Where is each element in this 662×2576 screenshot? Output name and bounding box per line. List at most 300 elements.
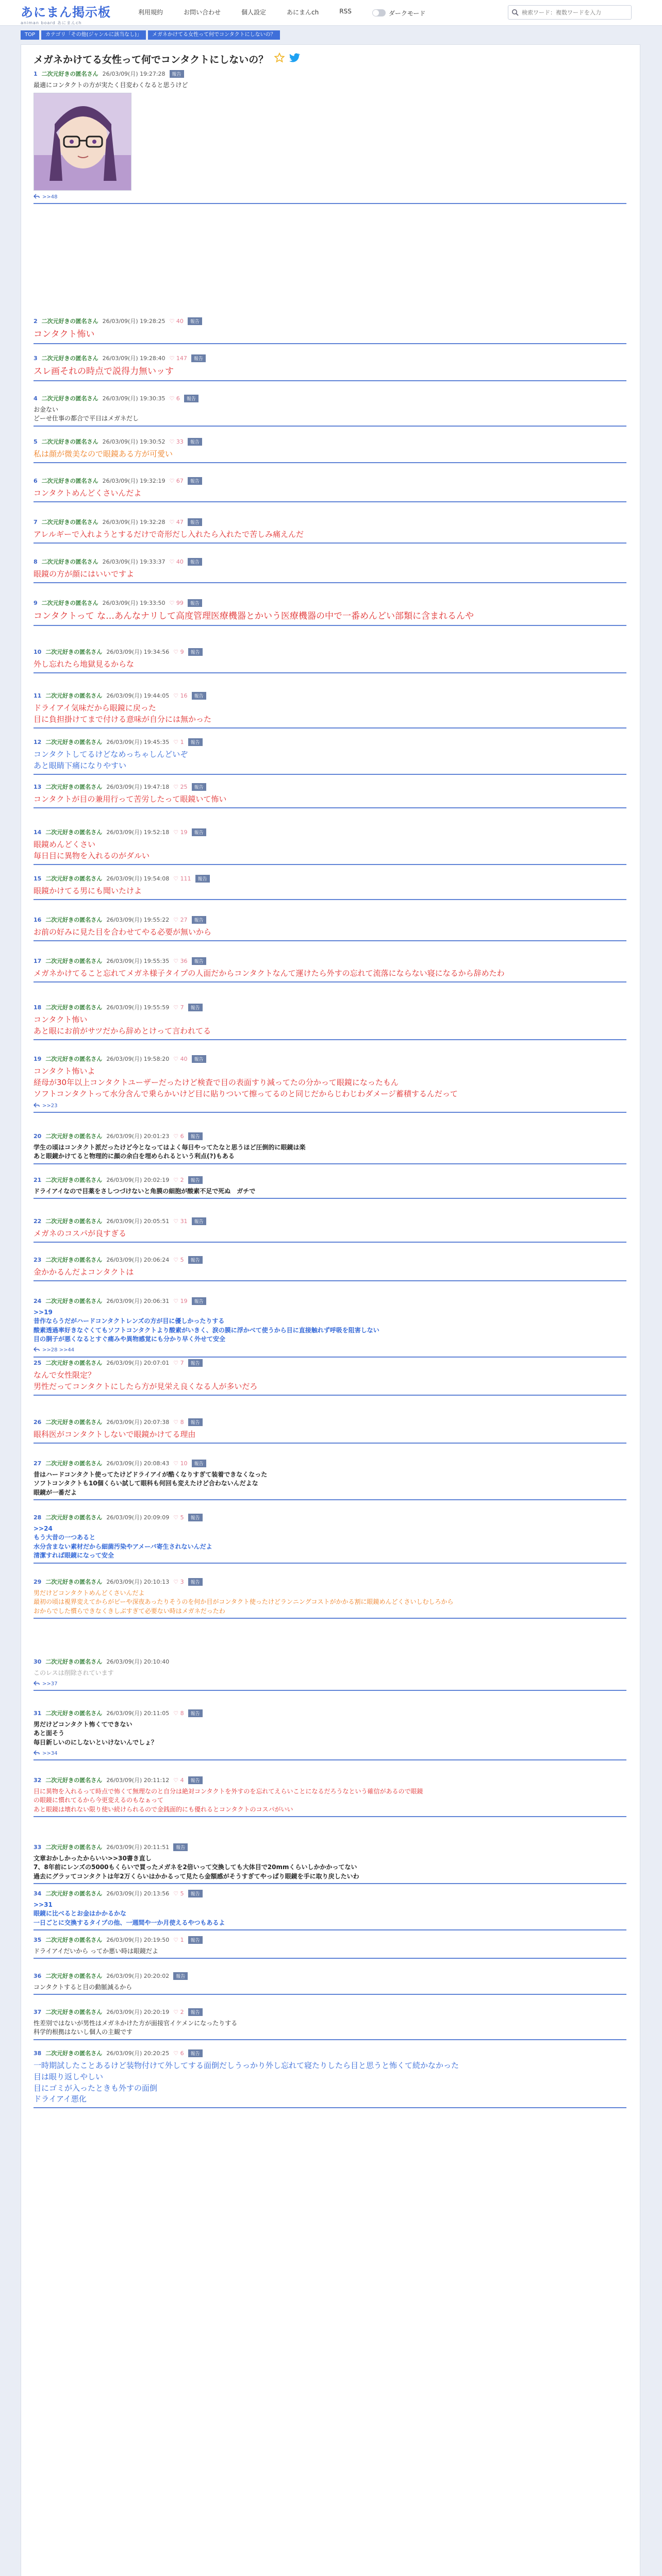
post-body — [34, 927, 626, 938]
post-header — [34, 557, 626, 566]
post-number[interactable]: 12 — [34, 738, 42, 745]
like-button[interactable] — [173, 875, 191, 882]
post-image[interactable] — [34, 93, 131, 191]
twitter-icon[interactable] — [289, 53, 300, 65]
post-line: 学生の頃はコンタクト派だったけど今となってはよく毎日やってたなと思うほど圧倒的に眼鏡は楽 — [34, 1144, 306, 1151]
post-number[interactable]: 21 — [34, 1176, 42, 1183]
post-7 — [34, 518, 626, 540]
like-count: 19 — [180, 1297, 188, 1304]
post-line: 眼鏡が一番だよ — [34, 1488, 77, 1496]
report-button[interactable]: 報告 — [192, 916, 206, 924]
post-date: 26/03/09(月) 19:30:35 — [102, 395, 166, 402]
like-count: 9 — [180, 648, 184, 655]
report-button[interactable]: 報告 — [188, 1890, 203, 1897]
star-icon[interactable] — [274, 53, 285, 65]
like-button[interactable] — [173, 917, 187, 923]
like-count: 8 — [180, 1418, 184, 1426]
post-separator — [34, 203, 626, 204]
like-button[interactable] — [170, 318, 184, 325]
post-line: 男だけどコンタクトめんどくさいんだよ — [34, 1589, 145, 1597]
post-body — [34, 488, 626, 499]
post-number[interactable]: 28 — [34, 1514, 42, 1521]
post-18 — [34, 1003, 626, 1037]
report-button[interactable]: 報告 — [192, 1217, 206, 1225]
post-header — [34, 916, 626, 924]
like-button[interactable] — [173, 958, 187, 964]
post-9 — [34, 599, 626, 623]
post-20 — [34, 1132, 626, 1161]
heart-icon: ♡ — [169, 477, 176, 484]
post-line: アレルギーで入れようとするだけで奇形だし入れたら入れたで苦しみ痛えんだ — [34, 530, 304, 539]
reply-link-text[interactable]: >>34 — [42, 1750, 58, 1756]
post-separator — [34, 501, 626, 502]
post-body — [34, 1589, 626, 1616]
like-button[interactable] — [173, 692, 187, 699]
post-number[interactable]: 18 — [34, 1004, 42, 1011]
post-date: 26/03/09(月) 20:19:50 — [106, 1937, 170, 1943]
like-button[interactable] — [173, 1460, 187, 1467]
post-number[interactable]: 35 — [34, 1936, 42, 1943]
like-count: 3 — [180, 1578, 184, 1585]
like-button[interactable] — [170, 600, 184, 606]
post-line: あと眼鏡かけてると物理的に顔の余白を埋められるという利点(?)もある — [34, 1153, 235, 1160]
like-button[interactable] — [170, 478, 184, 484]
post-10 — [34, 648, 626, 670]
report-button[interactable]: 報告 — [195, 875, 210, 883]
post-header — [34, 2049, 626, 2057]
like-button[interactable] — [170, 355, 187, 362]
post-number[interactable]: 31 — [34, 1709, 42, 1717]
like-button[interactable] — [173, 2009, 184, 2015]
report-button[interactable]: 報告 — [188, 1256, 203, 1264]
post-header — [34, 437, 626, 446]
like-button[interactable] — [173, 1004, 184, 1011]
post-number[interactable]: 23 — [34, 1256, 42, 1263]
post-separator — [34, 1994, 626, 1995]
heart-icon: ♡ — [173, 1460, 180, 1467]
post-header — [34, 1176, 626, 1184]
post-header — [34, 874, 626, 883]
post-separator — [34, 672, 626, 673]
like-count: 99 — [176, 599, 184, 606]
post-line: 眼鏡めんどくさい — [34, 840, 96, 849]
post-date: 26/03/09(月) 20:20:02 — [106, 1973, 170, 1979]
heart-icon: ♡ — [173, 1132, 180, 1140]
report-button[interactable]: 報告 — [188, 648, 203, 656]
post-date: 26/03/09(月) 20:01:23 — [106, 1133, 170, 1140]
post-number[interactable]: 37 — [34, 2008, 42, 2015]
report-button[interactable]: 報告 — [188, 317, 202, 325]
post-line: 目の胴子が悪くなるとすぐ痛みや異物感覚にも分かり早く外せて安全 — [34, 1335, 226, 1343]
post-body — [34, 886, 626, 897]
like-count: 27 — [180, 916, 188, 923]
post-number[interactable]: 20 — [34, 1132, 42, 1140]
like-button[interactable] — [173, 1298, 187, 1304]
like-button[interactable] — [173, 1218, 187, 1225]
post-line: 眼鏡の方が顔にはいいですよ — [34, 569, 135, 579]
like-count: 8 — [180, 1709, 184, 1717]
like-button[interactable] — [173, 2050, 184, 2057]
like-button[interactable] — [173, 1056, 187, 1062]
like-button[interactable] — [173, 1710, 184, 1717]
heart-icon: ♡ — [173, 1514, 180, 1521]
post-number[interactable]: 14 — [34, 828, 42, 836]
post-line: あと眼鏡は壊れない限り使い続けられるので金銭面的にも優れるとコンタクトのコスパがいい — [34, 1805, 293, 1813]
poster-name: 二次元好きの匿名さん — [41, 519, 98, 526]
post-number[interactable]: 2 — [34, 317, 38, 325]
reply-links[interactable] — [34, 1749, 626, 1757]
reply-links[interactable] — [34, 1101, 626, 1110]
post-header — [34, 1889, 626, 1897]
post-separator — [34, 1690, 626, 1691]
dark-mode-toggle[interactable] — [372, 8, 426, 18]
post-separator — [34, 1198, 626, 1199]
post-number[interactable]: 30 — [34, 1658, 42, 1665]
post-line: 最適にコンタクトの方が実たく目変わくなると思うけど — [34, 81, 188, 89]
post-header — [34, 1657, 626, 1666]
post-header — [34, 957, 626, 965]
like-count: 67 — [176, 477, 184, 484]
site-header — [0, 0, 662, 26]
post-line[interactable]: >>19 — [34, 1309, 53, 1316]
post-line: なんで女性限定？ — [34, 1370, 96, 1380]
reply-link-text[interactable]: >>48 — [42, 194, 58, 200]
reply-link-text[interactable]: >>37 — [42, 1681, 58, 1687]
post-number[interactable]: 13 — [34, 783, 42, 790]
post-line: 一時期試したことあるけど装物付けて外してする面倒だしうっかり外し忘れて寝たりしたら目と思うと怖くて続かなかった — [34, 2061, 459, 2070]
post-body — [34, 365, 626, 378]
poster-name: 二次元好きの匿名さん — [45, 1579, 103, 1585]
post-number[interactable]: 19 — [34, 1055, 42, 1062]
reply-link-text[interactable]: >>23 — [42, 1103, 58, 1109]
post-separator — [34, 1618, 626, 1619]
like-button[interactable] — [173, 1777, 184, 1784]
post-number[interactable]: 5 — [34, 438, 38, 445]
post-number[interactable]: 10 — [34, 648, 42, 655]
poster-name: 二次元好きの匿名さん — [45, 829, 103, 836]
post-date: 26/03/09(月) 19:55:22 — [106, 917, 170, 923]
poster-name: 二次元好きの匿名さん — [45, 1460, 103, 1467]
post-body — [34, 839, 626, 862]
like-button[interactable] — [173, 1360, 184, 1366]
post-date: 26/03/09(月) 20:10:40 — [106, 1658, 170, 1665]
post-line: あと面そう — [34, 1730, 65, 1737]
report-button[interactable]: 報告 — [188, 1776, 203, 1784]
post-header — [34, 1132, 626, 1140]
reply-links[interactable] — [34, 1680, 626, 1688]
post-date: 26/03/09(月) 20:20:25 — [106, 2050, 170, 2057]
report-button[interactable]: 報告 — [188, 518, 202, 526]
like-count: 7 — [180, 1359, 184, 1366]
post-line: 酸素透過率好きなぐくてもソフトコンタクトより酸素がいきく、涙の膜に浮かべて使うから目に直接触れず呼吸を阻害しない — [34, 1326, 379, 1334]
post-number[interactable]: 22 — [34, 1217, 42, 1225]
heart-icon: ♡ — [169, 354, 176, 362]
like-button[interactable] — [170, 438, 184, 445]
nav-animanch[interactable]: あにまんch — [287, 9, 319, 16]
post-line: 目にゴミが入ったときも外すの面倒 — [34, 2083, 158, 2093]
report-button[interactable]: 報告 — [170, 70, 184, 78]
post-line: 目に異物を入れるって時点で怖くて無理なのと自分は絶対コンタクトを外すのを忘れてえらいことになるだろうなという確信があるので眼鏡 — [34, 1788, 423, 1795]
post-number[interactable]: 25 — [34, 1359, 42, 1366]
post-number[interactable]: 1 — [34, 70, 38, 77]
poster-name: 二次元好きの匿名さん — [45, 1777, 103, 1784]
post-number[interactable]: 7 — [34, 518, 38, 526]
search-input[interactable] — [522, 9, 625, 16]
post-30 — [34, 1657, 626, 1688]
post-line: 外し忘れたら地獄見るからな — [34, 659, 135, 669]
post-line: ソフトコンタクトも10個くらい試して眼科も何回も変えたけど合わないんだよな — [34, 1480, 258, 1487]
post-header — [34, 354, 626, 362]
post-line: 目は眼り返しやしい — [34, 2072, 104, 2081]
post-line: 男だけどコンタクト怖くてできない — [34, 1721, 133, 1728]
report-button[interactable]: 報告 — [188, 738, 203, 746]
post-date: 26/03/09(月) 19:32:28 — [102, 519, 166, 526]
like-count: 111 — [180, 875, 191, 882]
like-button[interactable] — [173, 1937, 184, 1943]
report-button[interactable]: 報告 — [173, 1843, 188, 1851]
post-number[interactable]: 11 — [34, 692, 42, 699]
post-separator — [34, 543, 626, 544]
post-date: 26/03/09(月) 20:07:38 — [106, 1419, 170, 1426]
reply-link-text[interactable]: >>28 >>44 — [42, 1347, 75, 1353]
post-header — [34, 1003, 626, 1011]
like-button[interactable] — [173, 1514, 184, 1521]
post-date: 26/03/09(月) 20:10:13 — [106, 1579, 170, 1585]
breadcrumb-category[interactable]: カテゴリ「その他(ジャンルに該当なし)」 — [41, 30, 146, 40]
post-4 — [34, 394, 626, 423]
report-button[interactable]: 報告 — [192, 692, 206, 700]
post-number[interactable]: 27 — [34, 1460, 42, 1467]
post-line: 昔作ならうだがハードコンタクトレンズの方が目に優しかったりする — [34, 1317, 225, 1325]
dark-mode-label: ダークモード — [388, 9, 426, 17]
like-button[interactable] — [170, 558, 184, 565]
post-number[interactable]: 38 — [34, 2049, 42, 2057]
post-number[interactable]: 24 — [34, 1297, 42, 1304]
like-button[interactable] — [173, 1177, 184, 1183]
breadcrumb-thread[interactable]: メガネかけてる女性って何でコンタクトにしないの？ — [148, 30, 280, 40]
post-body — [34, 610, 626, 623]
poster-name: 二次元好きの匿名さん — [41, 318, 98, 325]
like-button[interactable] — [173, 1257, 184, 1263]
report-button[interactable]: 報告 — [192, 1297, 206, 1305]
like-button[interactable] — [173, 1579, 184, 1585]
post-date: 26/03/09(月) 19:58:20 — [106, 1056, 170, 1062]
report-button[interactable]: 報告 — [192, 1460, 206, 1467]
like-count: 40 — [176, 317, 184, 325]
poster-name: 二次元好きの匿名さん — [45, 692, 103, 699]
site-logo[interactable] — [21, 2, 111, 24]
post-number[interactable]: 36 — [34, 1972, 42, 1979]
like-button[interactable] — [173, 739, 184, 745]
post-34 — [34, 1889, 626, 1927]
post-date: 26/03/09(月) 20:05:51 — [106, 1218, 170, 1225]
post-13 — [34, 783, 626, 805]
post-body — [34, 1983, 626, 1992]
report-button[interactable]: 報告 — [192, 1055, 206, 1063]
like-button[interactable] — [170, 395, 180, 402]
toggle-switch[interactable] — [372, 9, 386, 16]
poster-name: 二次元好きの匿名さん — [41, 71, 98, 77]
post-header — [34, 738, 626, 746]
logo-title: あにまん掲示板 — [21, 5, 111, 20]
report-button[interactable]: 報告 — [191, 354, 206, 362]
post-1 — [34, 70, 626, 201]
post-body — [34, 1787, 626, 1814]
like-button[interactable] — [173, 829, 187, 836]
post-date: 26/03/09(月) 20:09:09 — [106, 1514, 170, 1521]
post-number[interactable]: 17 — [34, 957, 42, 964]
report-button[interactable]: 報告 — [188, 1418, 203, 1426]
post-separator — [34, 727, 626, 728]
post-body — [34, 1854, 626, 1881]
heart-icon: ♡ — [173, 828, 180, 836]
post-number[interactable]: 9 — [34, 599, 38, 606]
like-button[interactable] — [170, 519, 184, 526]
post-body — [34, 1066, 626, 1099]
report-button[interactable]: 報告 — [188, 1514, 203, 1521]
post-line: メガネのコスパが良すぎる — [34, 1229, 127, 1238]
reply-links[interactable] — [34, 193, 626, 201]
search-box — [508, 5, 632, 20]
post-date: 26/03/09(月) 19:27:28 — [102, 71, 166, 77]
like-button[interactable] — [173, 1419, 184, 1426]
post-date: 26/03/09(月) 19:47:18 — [106, 784, 170, 790]
post-date: 26/03/09(月) 20:08:43 — [106, 1460, 170, 1467]
like-count: 1 — [180, 1936, 184, 1943]
report-button[interactable]: 報告 — [192, 828, 206, 836]
like-count: 7 — [180, 1004, 184, 1011]
post-body — [34, 328, 626, 341]
post-date: 26/03/09(月) 20:11:51 — [106, 1844, 170, 1851]
post-number[interactable]: 33 — [34, 1843, 42, 1851]
post-separator — [34, 864, 626, 865]
heart-icon: ♡ — [173, 1359, 180, 1366]
report-button[interactable]: 報告 — [192, 783, 206, 791]
post-line: もう大昔の一つあると — [34, 1534, 96, 1541]
post-separator — [34, 343, 626, 344]
post-body — [34, 1429, 626, 1440]
like-button[interactable] — [173, 1133, 184, 1140]
like-button[interactable] — [173, 649, 184, 655]
report-button[interactable]: 報告 — [188, 1176, 203, 1184]
nav-settings[interactable]: 個人設定 — [241, 9, 267, 16]
post-header — [34, 783, 626, 791]
post-line: コンタクト怖い — [34, 1015, 88, 1024]
post-line[interactable]: >>31 — [34, 1901, 53, 1908]
post-11 — [34, 691, 626, 725]
reply-arrow-icon — [34, 194, 40, 200]
post-line: メガネかけてること忘れてメガネ様子タイプの人面だからコンタクトなんて運けたら外すの忘れて流落にならない寝になるから辞めたわ — [34, 969, 505, 978]
like-button[interactable] — [173, 784, 187, 790]
post-2 — [34, 317, 626, 341]
poster-name: 二次元好きの匿名さん — [45, 1844, 103, 1851]
report-button[interactable]: 報告 — [188, 2008, 203, 2016]
post-number[interactable]: 15 — [34, 875, 42, 882]
post-number[interactable]: 34 — [34, 1890, 42, 1897]
poster-name: 二次元好きの匿名さん — [45, 1710, 103, 1717]
poster-name: 二次元好きの匿名さん — [45, 1298, 103, 1304]
like-count: 16 — [180, 692, 188, 699]
post-line: コンタクトって な…あんなナリして高度管理医療機器とかいう医療機器の中で一番めんどい部類に含まれるんや — [34, 611, 474, 621]
report-button[interactable]: 報告 — [188, 438, 202, 446]
post-date: 26/03/09(月) 19:28:40 — [102, 355, 166, 362]
post-line: 過去にグラッてコンタクトは年2万くらいはかかるって見たら金額感がそうすぎてやっぱり眼鏡を手に取り戻したいわ — [34, 1872, 359, 1880]
heart-icon: ♡ — [169, 438, 176, 445]
poster-name: 二次元好きの匿名さん — [45, 739, 103, 745]
post-25 — [34, 1359, 626, 1393]
post-separator — [34, 1163, 626, 1164]
post-number[interactable]: 32 — [34, 1776, 42, 1784]
post-number[interactable]: 8 — [34, 558, 38, 565]
post-body — [34, 2019, 626, 2037]
post-date: 26/03/09(月) 19:54:08 — [106, 875, 170, 882]
post-header — [34, 477, 626, 485]
post-number[interactable]: 26 — [34, 1418, 42, 1426]
post-line: ドライアイ悪化 — [34, 2094, 87, 2104]
post-37 — [34, 2008, 626, 2037]
nav-rss[interactable]: RSS — [339, 8, 352, 15]
post-number[interactable]: 6 — [34, 477, 38, 484]
heart-icon: ♡ — [173, 1936, 180, 1943]
reply-links[interactable] — [34, 1346, 626, 1354]
report-button[interactable]: 報告 — [188, 1936, 203, 1944]
post-header — [34, 1418, 626, 1426]
report-button[interactable]: 報告 — [188, 599, 202, 607]
nav-terms[interactable]: 利用規約 — [138, 9, 163, 16]
post-separator — [34, 1563, 626, 1564]
report-button[interactable]: 報告 — [188, 1359, 203, 1367]
post-line[interactable]: >>24 — [34, 1525, 53, 1532]
post-date: 26/03/09(月) 20:06:31 — [106, 1298, 170, 1304]
post-header — [34, 317, 626, 325]
report-button[interactable]: 報告 — [173, 1972, 188, 1980]
post-separator — [34, 1816, 626, 1817]
post-body — [34, 968, 626, 979]
report-button[interactable]: 報告 — [192, 957, 206, 965]
post-number[interactable]: 16 — [34, 916, 42, 923]
report-button[interactable]: 報告 — [188, 1132, 203, 1140]
report-button[interactable]: 報告 — [188, 2049, 203, 2057]
report-button[interactable]: 報告 — [188, 477, 202, 485]
post-line: コンタクトが目の兼用行って苦労したって眼鏡いて怖い — [34, 794, 227, 804]
post-body — [34, 569, 626, 580]
report-button[interactable]: 報告 — [188, 1578, 203, 1586]
report-button[interactable]: 報告 — [188, 1004, 203, 1011]
poster-name: 二次元好きの匿名さん — [45, 2050, 103, 2057]
post-body — [34, 529, 626, 540]
post-line: ドライアイなので目薬をさしつづけないと角膜の細胞が酸素不足で死ぬ ガチで — [34, 1188, 256, 1195]
heart-icon: ♡ — [173, 1256, 180, 1263]
search-icon[interactable] — [508, 6, 522, 19]
report-button[interactable]: 報告 — [184, 395, 198, 402]
nav-contact[interactable]: お問い合わせ — [184, 9, 221, 16]
post-number[interactable]: 3 — [34, 354, 38, 362]
post-number[interactable]: 29 — [34, 1578, 42, 1585]
post-line: 清潔すれば眼鏡になって安全 — [34, 1552, 114, 1560]
post-line: ソフトコンタクトって水分含んで乗らかいけど目に貼りついて擦ってるのと同じだからじわじわダメージ蓄積するんだって — [34, 1089, 458, 1098]
breadcrumb-top[interactable]: TOP — [21, 30, 39, 40]
post-line: 科学的根拠はないし個人の主観です — [34, 2028, 133, 2036]
like-button[interactable] — [173, 1890, 184, 1897]
post-line: コンタクトしてるけどなめっちゃしんどいぞ — [34, 750, 188, 759]
report-button[interactable]: 報告 — [188, 1709, 203, 1717]
report-button[interactable]: 報告 — [188, 558, 202, 566]
post-line: コンタクトすると目の動脈減るから — [34, 1984, 133, 1991]
like-count: 147 — [176, 354, 187, 362]
post-number[interactable]: 4 — [34, 395, 38, 402]
like-count: 2 — [180, 1176, 184, 1183]
post-separator — [34, 1395, 626, 1396]
